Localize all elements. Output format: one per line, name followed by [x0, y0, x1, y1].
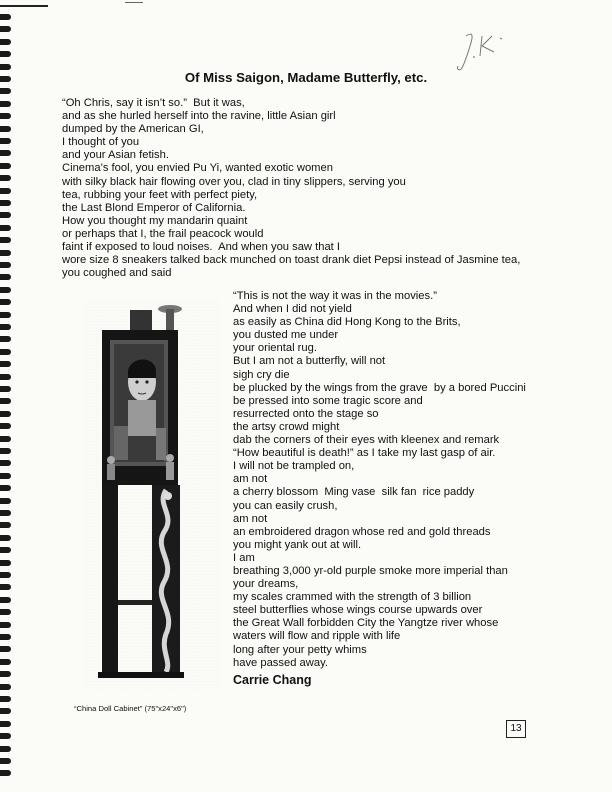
- poem-line: your oriental rug.: [233, 342, 317, 355]
- poem-line: breathing 3,000 yr-old purple smoke more imperial than: [233, 564, 508, 577]
- poem-line: your dreams,: [233, 578, 299, 591]
- binding-hole: [0, 312, 11, 318]
- poem-stanza-1: [62, 97, 520, 280]
- binding-hole: [0, 262, 11, 268]
- poem-line: I will not be trampled on,: [233, 460, 355, 473]
- scan-top-mark: [125, 2, 143, 3]
- binding-hole: [0, 411, 11, 417]
- binding-hole: [0, 14, 11, 20]
- binding-hole: [0, 708, 11, 714]
- binding-hole: [0, 386, 11, 392]
- binding-hole: [0, 51, 11, 57]
- binding-hole: [0, 349, 11, 355]
- poem-line: dab the corners of their eyes with kleenex and remark: [233, 434, 500, 447]
- poem-line: my scales crammed with the strength of 3 billion: [233, 591, 472, 604]
- china-doll-cabinet-photo: [84, 300, 220, 690]
- poem-line: be plucked by the wings from the grave by a bored Puccini: [233, 381, 526, 394]
- binding-hole: [0, 150, 11, 156]
- binding-hole: [0, 436, 11, 442]
- binding-hole: [0, 659, 11, 665]
- binding-hole: [0, 646, 11, 652]
- poem-line: you coughed and said: [62, 267, 172, 280]
- binding-hole: [0, 126, 11, 132]
- binding-hole: [0, 39, 11, 45]
- binding-hole: [0, 634, 11, 640]
- binding-hole: [0, 622, 11, 628]
- binding-hole: [0, 299, 11, 305]
- poem-line: steel butterflies whose wings course upwards over: [233, 604, 483, 617]
- poem-line: as easily as China did Hong Kong to the Brits,: [233, 316, 461, 329]
- binding-hole: [0, 188, 11, 194]
- binding-hole: [0, 560, 11, 566]
- binding-hole: [0, 721, 11, 727]
- poem-line: and as she hurled herself into the ravine, little Asian girl: [62, 110, 336, 123]
- binding-hole: [0, 684, 11, 690]
- poem-line: I thought of you: [62, 136, 140, 149]
- poem-line: wore size 8 sneakers talked back munched on toast drank diet Pepsi instead of Jasmine tea,: [62, 254, 521, 267]
- binding-hole: [0, 336, 11, 342]
- scan-top-rule: [0, 5, 48, 7]
- poem-line: But I am not a butterfly, will not: [233, 355, 386, 368]
- poem-line: dumped by the American GI,: [62, 123, 204, 136]
- page-number: 13: [506, 720, 526, 738]
- binding-hole: [0, 237, 11, 243]
- binding-hole: [0, 770, 11, 776]
- poem-line: I am: [233, 551, 255, 564]
- poem-line: the Last Blond Emperor of California.: [62, 201, 246, 214]
- binding-hole: [0, 138, 11, 144]
- poem-line: And when I did not yield: [233, 303, 352, 316]
- binding-hole: [0, 510, 11, 516]
- binding-hole: [0, 522, 11, 528]
- binding-hole: [0, 200, 11, 206]
- poem-line: the artsy crowd might: [233, 420, 340, 433]
- photo-caption: “China Doll Cabinet” (75"x24"x6"): [74, 704, 187, 713]
- binding-hole: [0, 26, 11, 32]
- binding-hole: [0, 547, 11, 553]
- binding-hole: [0, 374, 11, 380]
- binding-hole: [0, 274, 11, 280]
- poem-line: the Great Wall forbidden City the Yangtze river whose: [233, 617, 499, 630]
- binding-hole: [0, 361, 11, 367]
- binding-hole: [0, 733, 11, 739]
- poem-line: an embroidered dragon whose red and gold threads: [233, 525, 491, 538]
- poem-line: waters will flow and ripple with life: [233, 630, 401, 643]
- poem-line: “Oh Chris, say it isn’t so.” But it was,: [62, 97, 245, 109]
- binding-hole: [0, 423, 11, 429]
- binding-hole: [0, 460, 11, 466]
- binding-hole: [0, 287, 11, 293]
- binding-hole: [0, 671, 11, 677]
- poem-line: you dusted me under: [233, 329, 339, 342]
- binding-hole: [0, 597, 11, 603]
- poem-line: faint if exposed to loud noises. And when you saw that I: [62, 241, 340, 254]
- binding-hole: [0, 473, 11, 479]
- binding-hole: [0, 535, 11, 541]
- poem-stanza-2: [233, 290, 526, 670]
- poem-line: am not: [233, 473, 268, 486]
- poem-line: “How beautiful is death!” as I take my last gasp of air.: [233, 447, 496, 460]
- binding-hole: [0, 212, 11, 218]
- author-name: Carrie Chang: [233, 673, 312, 687]
- binding-hole: [0, 101, 11, 107]
- poem-line: “This is not the way it was in the movies.”: [233, 290, 437, 302]
- binding-hole: [0, 448, 11, 454]
- binding-hole: [0, 746, 11, 752]
- binding-hole: [0, 584, 11, 590]
- poem-line: long after your petty whims: [233, 643, 367, 656]
- poem-title: Of Miss Saigon, Madame Butterfly, etc.: [184, 70, 428, 85]
- handwritten-initials: [452, 24, 522, 74]
- poem-line: tea, rubbing your feet with perfect piety,: [62, 188, 258, 201]
- binding-hole: [0, 64, 11, 70]
- spiral-binding: [0, 14, 13, 784]
- binding-hole: [0, 225, 11, 231]
- poem-line: you can easily crush,: [233, 499, 338, 512]
- poem-line: sigh cry die: [233, 368, 290, 381]
- binding-hole: [0, 324, 11, 330]
- binding-hole: [0, 175, 11, 181]
- binding-hole: [0, 758, 11, 764]
- binding-hole: [0, 572, 11, 578]
- binding-hole: [0, 609, 11, 615]
- poem-line: be pressed into some tragic score and: [233, 394, 423, 407]
- poem-line: or perhaps that I, the frail peacock would: [62, 227, 264, 240]
- binding-hole: [0, 696, 11, 702]
- binding-hole: [0, 498, 11, 504]
- poem-line: have passed away.: [233, 656, 328, 669]
- binding-hole: [0, 88, 11, 94]
- poem-line: How you thought my mandarin quaint: [62, 214, 248, 227]
- binding-hole: [0, 163, 11, 169]
- poem-line: and your Asian fetish.: [62, 149, 169, 162]
- binding-hole: [0, 398, 11, 404]
- poem-line: with silky black hair flowing over you, clad in tiny slippers, serving you: [62, 175, 406, 188]
- binding-hole: [0, 113, 11, 119]
- binding-hole: [0, 250, 11, 256]
- poem-line: am not: [233, 512, 268, 525]
- poem-line: Cinema’s fool, you envied Pu Yi, wanted exotic women: [62, 162, 333, 175]
- poem-line: you might yank out at will.: [233, 538, 362, 551]
- poem-line: resurrected onto the stage so: [233, 407, 379, 420]
- poem-line: a cherry blossom Ming vase silk fan rice paddy: [233, 486, 475, 499]
- binding-hole: [0, 485, 11, 491]
